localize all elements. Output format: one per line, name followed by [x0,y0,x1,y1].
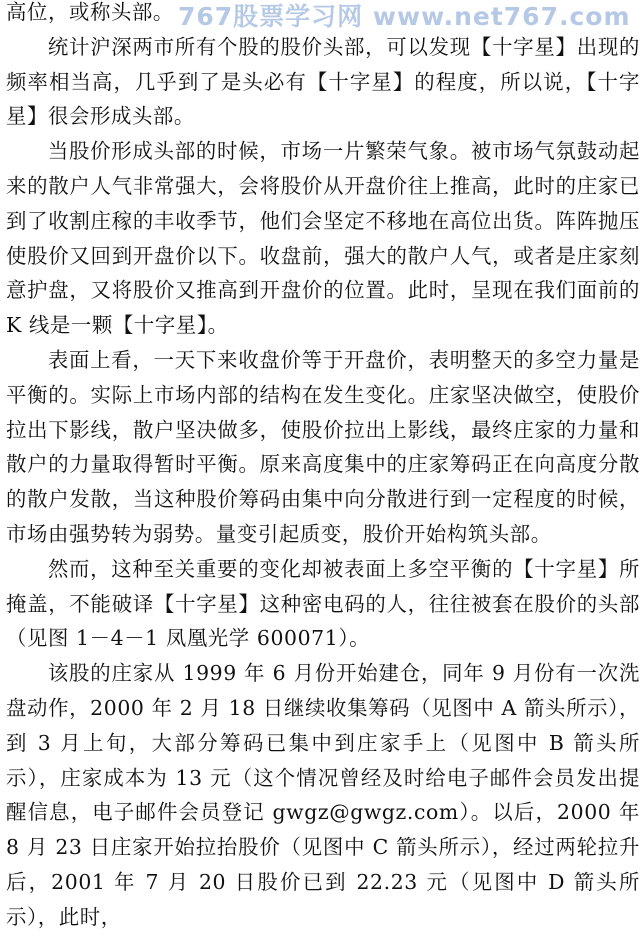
paragraph-6: 该股的庄家从 1999 年 6 月份开始建仓，同年 9 月份有一次洗盘动作，2000 年 2 月 18 日继续收集筹码（见图中 A 箭头所示），到 3 月上旬，大部分筹码已集中到庄家手上（见图中 B 箭头所示），庄家成本为 13 元（这个情况曾经及时给电子邮件会员发出提醒信息，电子邮件会员登记 gwgz@gwgz.com）。以后，2000 年 8 月 23 日庄家开始拉抬股价（见图中 C 箭头所示），经过两轮拉升后，2001 年 7 月 20 日股价已到 22.23 元（见图中 D 箭头所示），此时， [6,661,640,929]
site-watermark: 767股票学习网 www.net767.com [178,2,631,31]
paragraph-5: 然而，这种至关重要的变化却被表面上多空平衡的【十字星】所掩盖，不能破译【十字星】这种密电码的人，往往被套在股价的头部（见图 1－4－1 凤凰光学 600071）。 [6,556,640,651]
paragraph-1: 高位，或称头部。 [6,0,174,24]
document-page [6,0,640,939]
paragraph-2: 统计沪深两市所有个股的股价头部，可以发现【十字星】出现的频率相当高，几乎到了是头必有【十字星】的程度，所以说，【十字星】很会形成头部。 [6,34,640,129]
paragraph-3: 当股价形成头部的时候，市场一片繁荣气象。被市场气氛鼓动起来的散户人气非常强大，会将股价从开盘价往上推高，此时的庄家已到了收割庄稼的丰收季节，他们会坚定不移地在高位出货。阵阵抛压使股价又回到开盘价以下。收盘前，强大的散户人气，或者是庄家刻意护盘，又将股价又推高到开盘价的位置。此时，呈现在我们面前的 K 线是一颗【十字星】。 [6,139,640,338]
paragraph-4: 表面上看，一天下来收盘价等于开盘价，表明整天的多空力量是平衡的。实际上市场内部的结构在发生变化。庄家坚决做空，使股价拉出下影线，散户坚决做多，使股价拉出上影线，最终庄家的力量和散户的力量取得暂时平衡。原来高度集中的庄家筹码正在向高度分散的散户发散，当这种股价筹码由集中向分散进行到一定程度的时候，市场由强势转为弱势。量变引起质变，股价开始构筑头部。 [6,347,640,546]
